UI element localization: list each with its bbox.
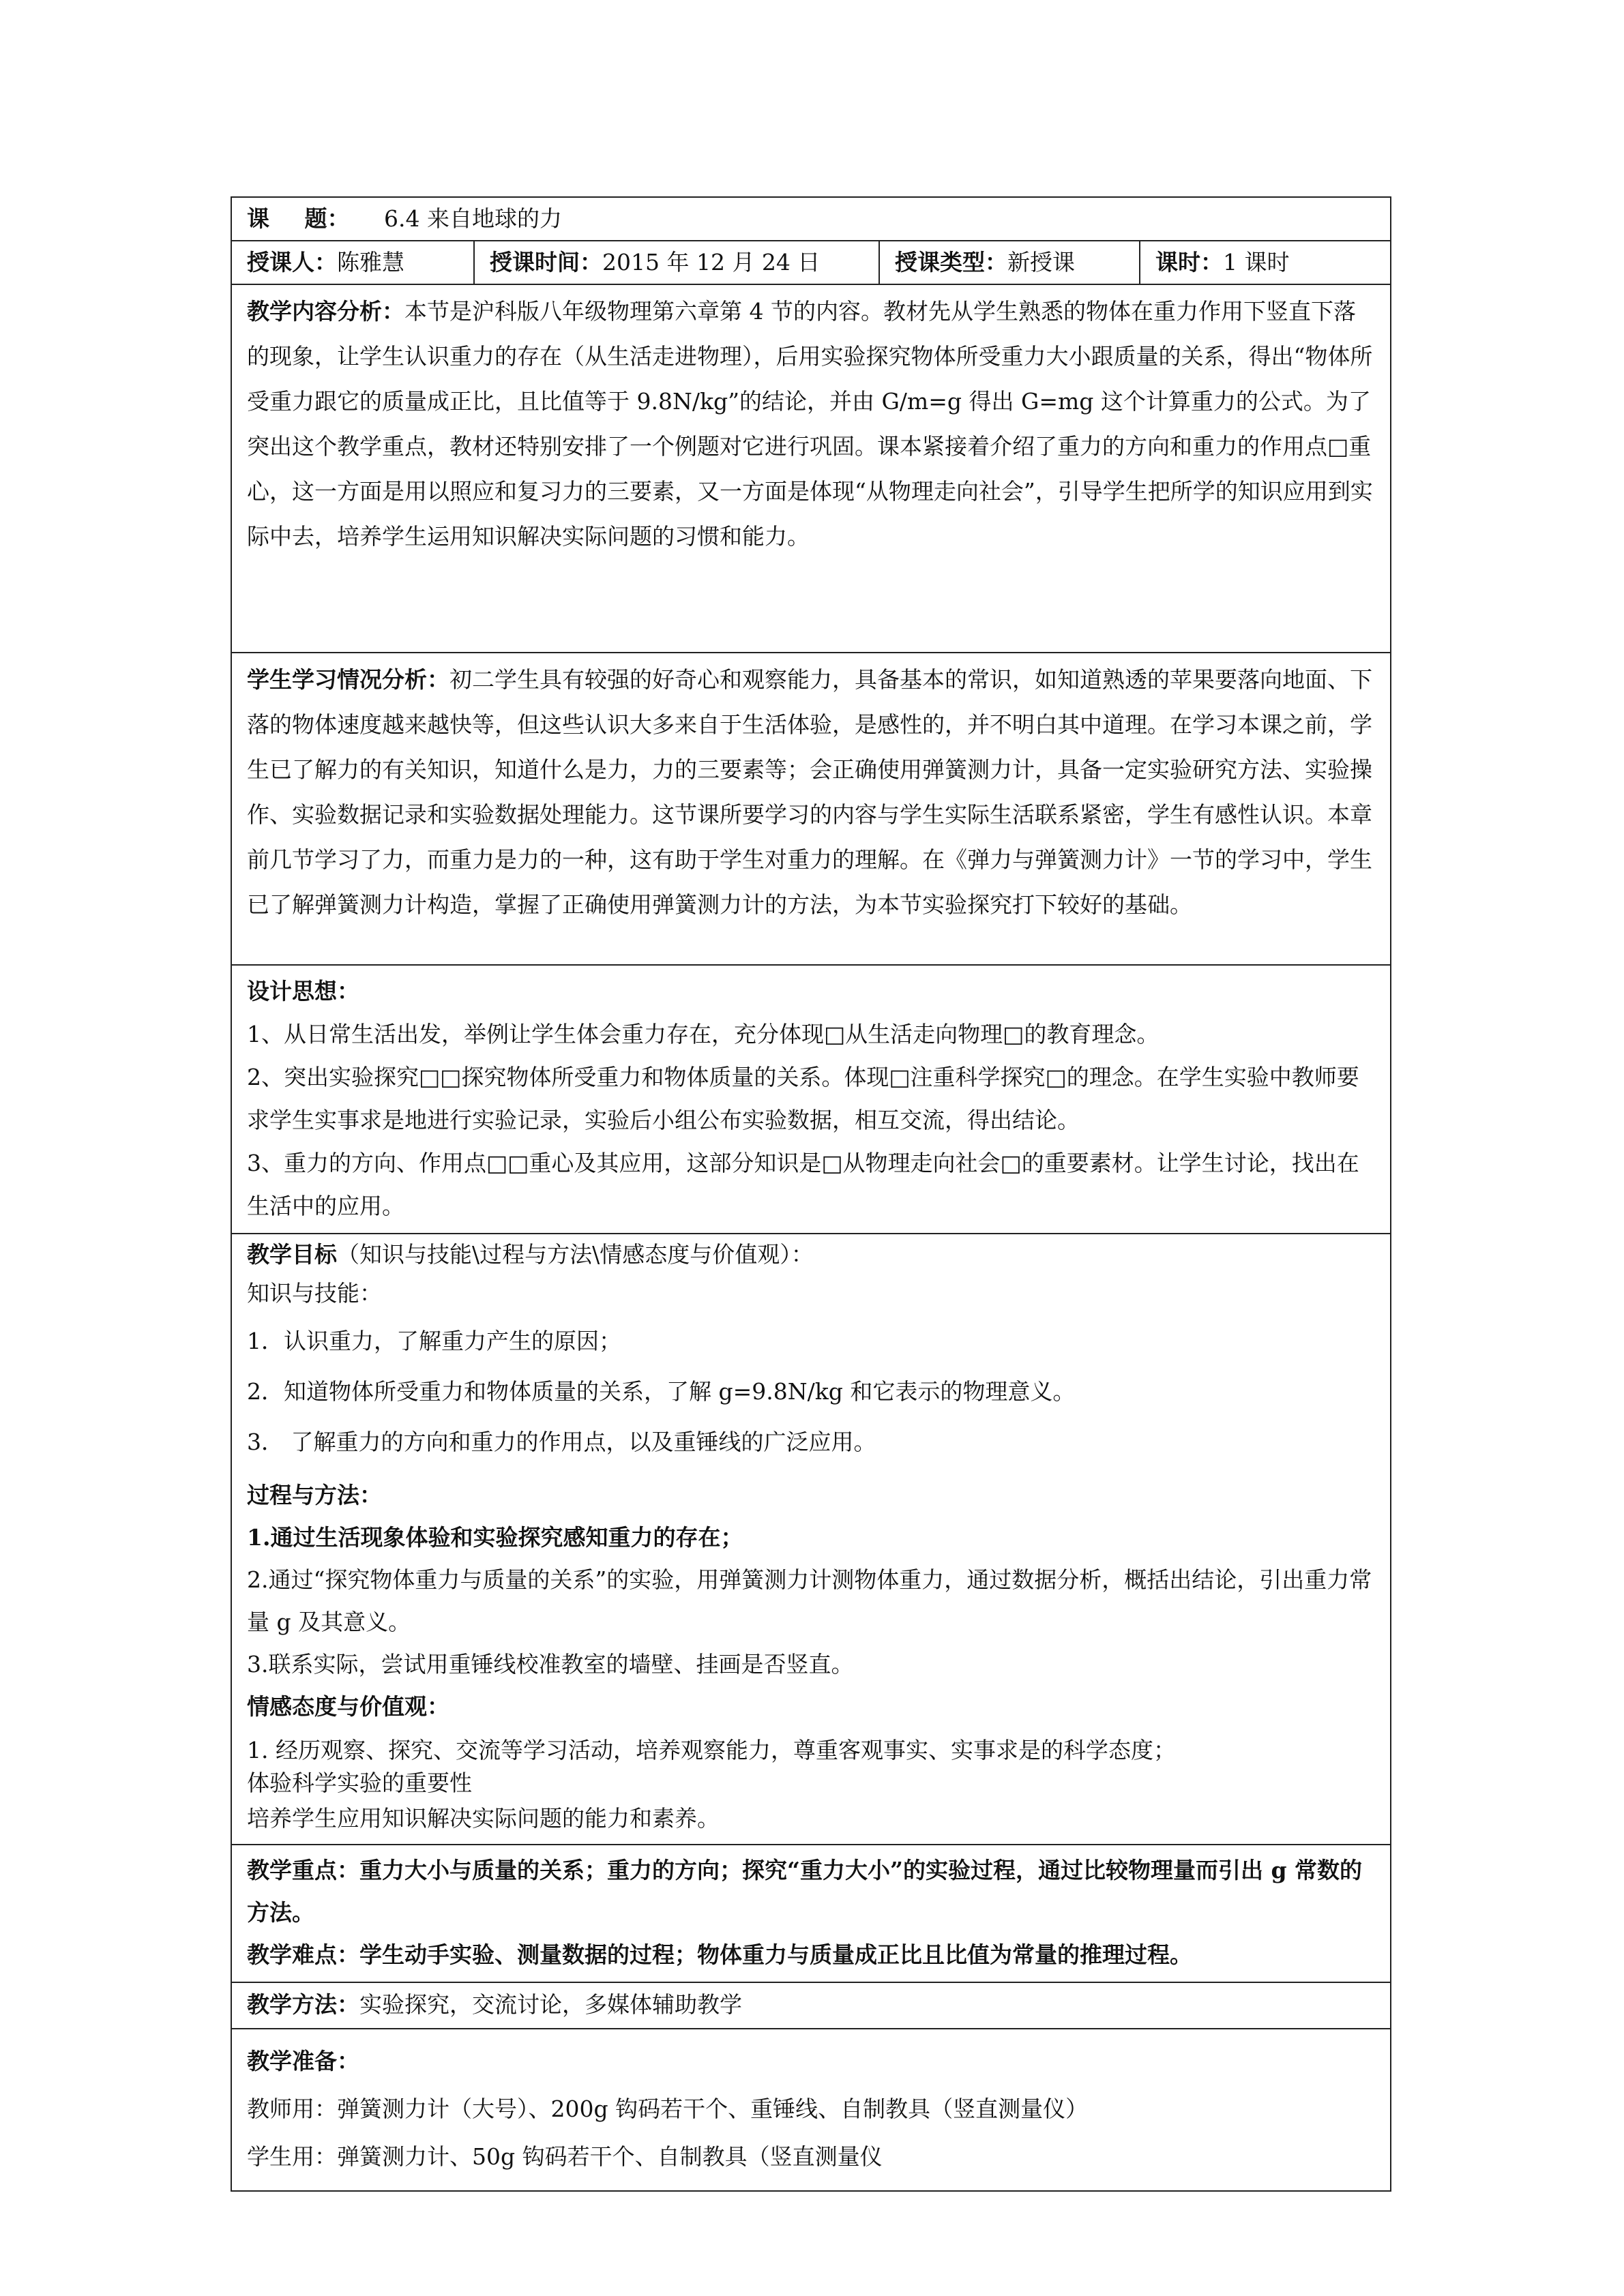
- knowledge-item: 3． 了解重力的方向和重力的作用点，以及重锤线的广泛应用。: [247, 1429, 876, 1455]
- preparation-teacher: 教师用：弹簧测力计（大号）、200g 钩码若干个、重锤线、自制教具（竖直测量仪）: [247, 2096, 1089, 2122]
- objectives-row: [231, 1234, 1391, 1845]
- knowledge-item: 2．知道物体所受重力和物体质量的关系，了解 g=9.8N/kg 和它表示的物理意义。: [247, 1378, 1076, 1405]
- objectives-label-note: （知识与技能\过程与方法\情感态度与价值观）：: [337, 1241, 814, 1268]
- teacher-label: 授课人：: [247, 249, 337, 275]
- design-label: 设计思想：: [247, 978, 359, 1004]
- objectives-cell: [231, 1234, 1391, 1845]
- methods-label: 教学方法：: [247, 1991, 359, 2018]
- time-label: 授课时间：: [490, 249, 602, 275]
- preparation-label: 教学准备：: [247, 2048, 359, 2074]
- design-cell: [231, 965, 1391, 1234]
- process-item: 2.通过“探究物体重力与质量的关系”的实验，用弹簧测力计测物体重力，通过数据分析，概括出结论，引出重力常量 g 及其意义。: [247, 1566, 1372, 1635]
- hours-label: 课时：: [1155, 249, 1223, 275]
- content-analysis-text: 本节是沪科版八年级物理第六章第 4 节的内容。教材先从学生熟悉的物体在重力作用下竖直下落的现象，让学生认识重力的存在（从生活走进物理），后用实验探究物体所受重力大小跟质量的关系，得出“物体所受重力跟它的质量成正比，且比值等于 9.8N/kg”的结论，并由 G/m=g 得出 G=mg 这个计算重力的公式。为了突出这个教学重点，教材还特别安排了一个例题对它进行巩固。课本紧接着介绍了重力的方向和重力的作用点□重心，这一方面是用以照应和复习力的三要素，又一方面是体现“从物理走向社会”，引导学生把所学的知识应用到实际中去，培养学生运用知识解决实际问题的习惯和能力。: [247, 298, 1373, 550]
- preparation-student: 学生用：弹簧测力计、50g 钩码若干个、自制教具（竖直测量仪: [247, 2143, 883, 2170]
- hours-cell: [1140, 241, 1391, 284]
- time-value: 2015 年 12 月 24 日: [602, 249, 821, 275]
- key-points-text: 重力大小与质量的关系；重力的方向；探究“重力大小”的实验过程，通过比较物理量而引出 g 常数的方法。: [247, 1857, 1363, 1926]
- design-item: 2、突出实验探究□□探究物体所受重力和物体质量的关系。体现□注重科学探究□的理念。在学生实验中教师要求学生实事求是地进行实验记录，实验后小组公布实验数据，相互交流，得出结论。: [247, 1064, 1359, 1133]
- process-label: 过程与方法：: [247, 1482, 382, 1508]
- design-item: 3、重力的方向、作用点□□重心及其应用，这部分知识是□从物理走向社会□的重要素材。让学生讨论，找出在生活中的应用。: [247, 1150, 1359, 1219]
- emotion-item: 1. 经历观察、探究、交流等学习活动，培养观察能力，尊重客观事实、实事求是的科学态度；: [247, 1737, 1176, 1763]
- knowledge-item: 1．认识重力，了解重力产生的原因；: [247, 1328, 621, 1354]
- key-points-label: 教学重点：: [247, 1857, 359, 1883]
- teacher-cell: [231, 241, 474, 284]
- emotion-label: 情感态度与价值观：: [247, 1693, 449, 1720]
- topic-row: [231, 197, 1391, 241]
- hours-value: 1 课时: [1223, 249, 1290, 275]
- type-label: 授课类型：: [895, 249, 1007, 275]
- process-item: 1.通过生活现象体验和实验探究感知重力的存在；: [247, 1524, 743, 1551]
- methods-text: 实验探究，交流讨论，多媒体辅助教学: [359, 1991, 742, 2018]
- type-value: 新授课: [1007, 249, 1075, 275]
- topic-value: 6.4 来自地球的力: [384, 205, 562, 232]
- difficult-points-text: 学生动手实验、测量数据的过程；物体重力与质量成正比且比值为常量的推理过程。: [359, 1941, 1192, 1968]
- emotion-item: 培养学生应用知识解决实际问题的能力和素养。: [247, 1805, 720, 1832]
- student-analysis-label: 学生学习情况分析：: [247, 666, 449, 693]
- process-item: 3.联系实际，尝试用重锤线校准教室的墙壁、挂画是否竖直。: [247, 1651, 854, 1678]
- student-analysis-row: [231, 653, 1391, 965]
- difficult-points-label: 教学难点：: [247, 1941, 359, 1968]
- methods-cell: [231, 1982, 1391, 2029]
- objectives-label: 教学目标: [247, 1241, 337, 1268]
- content-analysis-cell: [231, 284, 1391, 653]
- info-row: [231, 241, 1391, 284]
- design-row: [231, 965, 1391, 1234]
- teacher-value: 陈雅慧: [337, 249, 404, 275]
- lesson-plan-table: [231, 196, 1391, 2192]
- time-cell: [474, 241, 879, 284]
- type-cell: [879, 241, 1140, 284]
- content-analysis-label: 教学内容分析：: [247, 298, 404, 325]
- key-points-row: [231, 1845, 1391, 1982]
- student-analysis-cell: [231, 653, 1391, 965]
- design-item: 1、从日常生活出发，举例让学生体会重力存在，充分体现□从生活走向物理□的教育理念。: [247, 1021, 1160, 1047]
- key-points-cell: [231, 1845, 1391, 1982]
- topic-label: 课 题：: [247, 205, 350, 232]
- methods-row: [231, 1982, 1391, 2029]
- preparation-row: [231, 2029, 1391, 2191]
- preparation-cell: [231, 2029, 1391, 2191]
- topic-cell: [231, 197, 1391, 241]
- emotion-item: 体验科学实验的重要性: [247, 1770, 472, 1796]
- student-analysis-text: 初二学生具有较强的好奇心和观察能力，具备基本的常识，如知道熟透的苹果要落向地面、下落的物体速度越来越快等，但这些认识大多来自于生活体验，是感性的，并不明白其中道理。在学习本课之前，学生已了解力的有关知识，知道什么是力，力的三要素等；会正确使用弹簧测力计，具备一定实验研究方法、实验操作、实验数据记录和实验数据处理能力。这节课所要学习的内容与学生实际生活联系紧密，学生有感性认识。本章前几节学习了力，而重力是力的一种，这有助于学生对重力的理解。在《弹力与弹簧测力计》一节的学习中，学生已了解弹簧测力计构造，掌握了正确使用弹簧测力计的方法，为本节实验探究打下较好的基础。: [247, 666, 1372, 918]
- knowledge-label: 知识与技能：: [247, 1280, 382, 1307]
- lesson-plan-sheet: [231, 196, 1390, 2192]
- content-analysis-row: [231, 284, 1391, 653]
